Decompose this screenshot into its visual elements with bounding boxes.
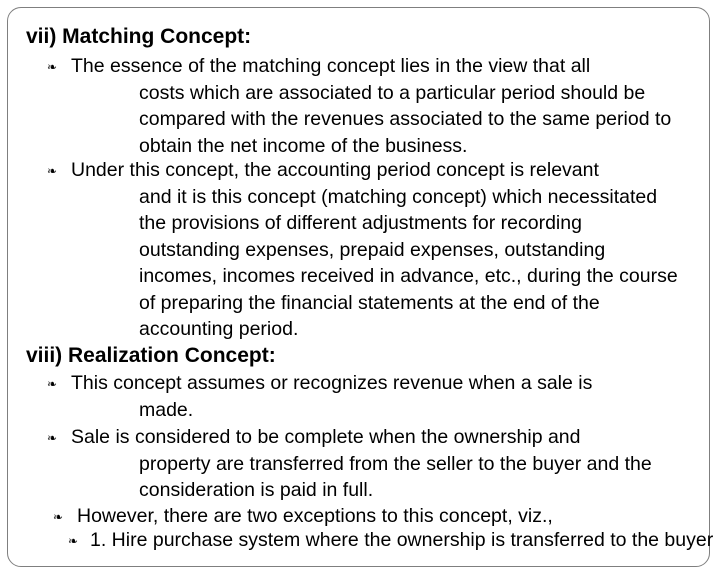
bullet-line: outstanding expenses, prepaid expenses, outstanding xyxy=(139,238,606,261)
sub-bullet-hire-purchase xyxy=(68,527,714,554)
section-heading-matching-concept: vii) Matching Concept: xyxy=(26,25,252,48)
bullet-line: property are transferred from the seller to the buyer and the xyxy=(139,452,652,475)
bullet-line: The essence of the matching concept lies in the view that all xyxy=(71,55,591,77)
bullet-line: This concept assumes or recognizes revenue when a sale is xyxy=(71,372,593,394)
bullet-line: of preparing the financial statements at the end of the xyxy=(139,291,600,314)
bullet-line: incomes, incomes received in advance, etc., during the course xyxy=(139,265,678,287)
bullet-line: accounting period. xyxy=(139,318,299,340)
bullet-line: compared with the revenues associated to the same period to xyxy=(139,108,672,130)
bullet-line: However, there are two exceptions to this concept, viz., xyxy=(77,505,553,527)
bullet-icon: ❧ xyxy=(47,164,58,178)
bullet-line: costs which are associated to a particular period should be xyxy=(139,81,646,104)
bullet-icon: ❧ xyxy=(47,60,58,74)
bullet-realization-exceptions xyxy=(53,503,553,530)
sub-bullet-icon: ❧ xyxy=(68,534,79,548)
bullet-realization-sale-complete xyxy=(47,424,652,504)
bullet-line: consideration is paid in full. xyxy=(139,479,374,501)
bullet-line: Sale is considered to be complete when the ownership and xyxy=(71,426,581,448)
sub-bullet-text: 1. Hire purchase system where the ownership is transferred to the buyer xyxy=(90,529,714,551)
bullet-icon: ❧ xyxy=(47,377,58,391)
bullet-matching-essence xyxy=(47,53,672,159)
bullet-line: made. xyxy=(139,398,194,421)
bullet-line: and it is this concept (matching concept) which necessitated xyxy=(139,185,658,208)
bullet-line: the provisions of different adjustments for recording xyxy=(139,212,582,234)
bullet-line: obtain the net income of the business. xyxy=(139,134,468,157)
bullet-icon: ❧ xyxy=(47,431,58,445)
bullet-line: Under this concept, the accounting period concept is relevant xyxy=(71,159,599,181)
bullet-matching-accounting-period xyxy=(47,157,678,343)
bullet-icon: ❧ xyxy=(53,510,64,524)
section-heading-realization-concept: viii) Realization Concept: xyxy=(26,344,276,367)
bullet-realization-revenue xyxy=(47,370,593,423)
